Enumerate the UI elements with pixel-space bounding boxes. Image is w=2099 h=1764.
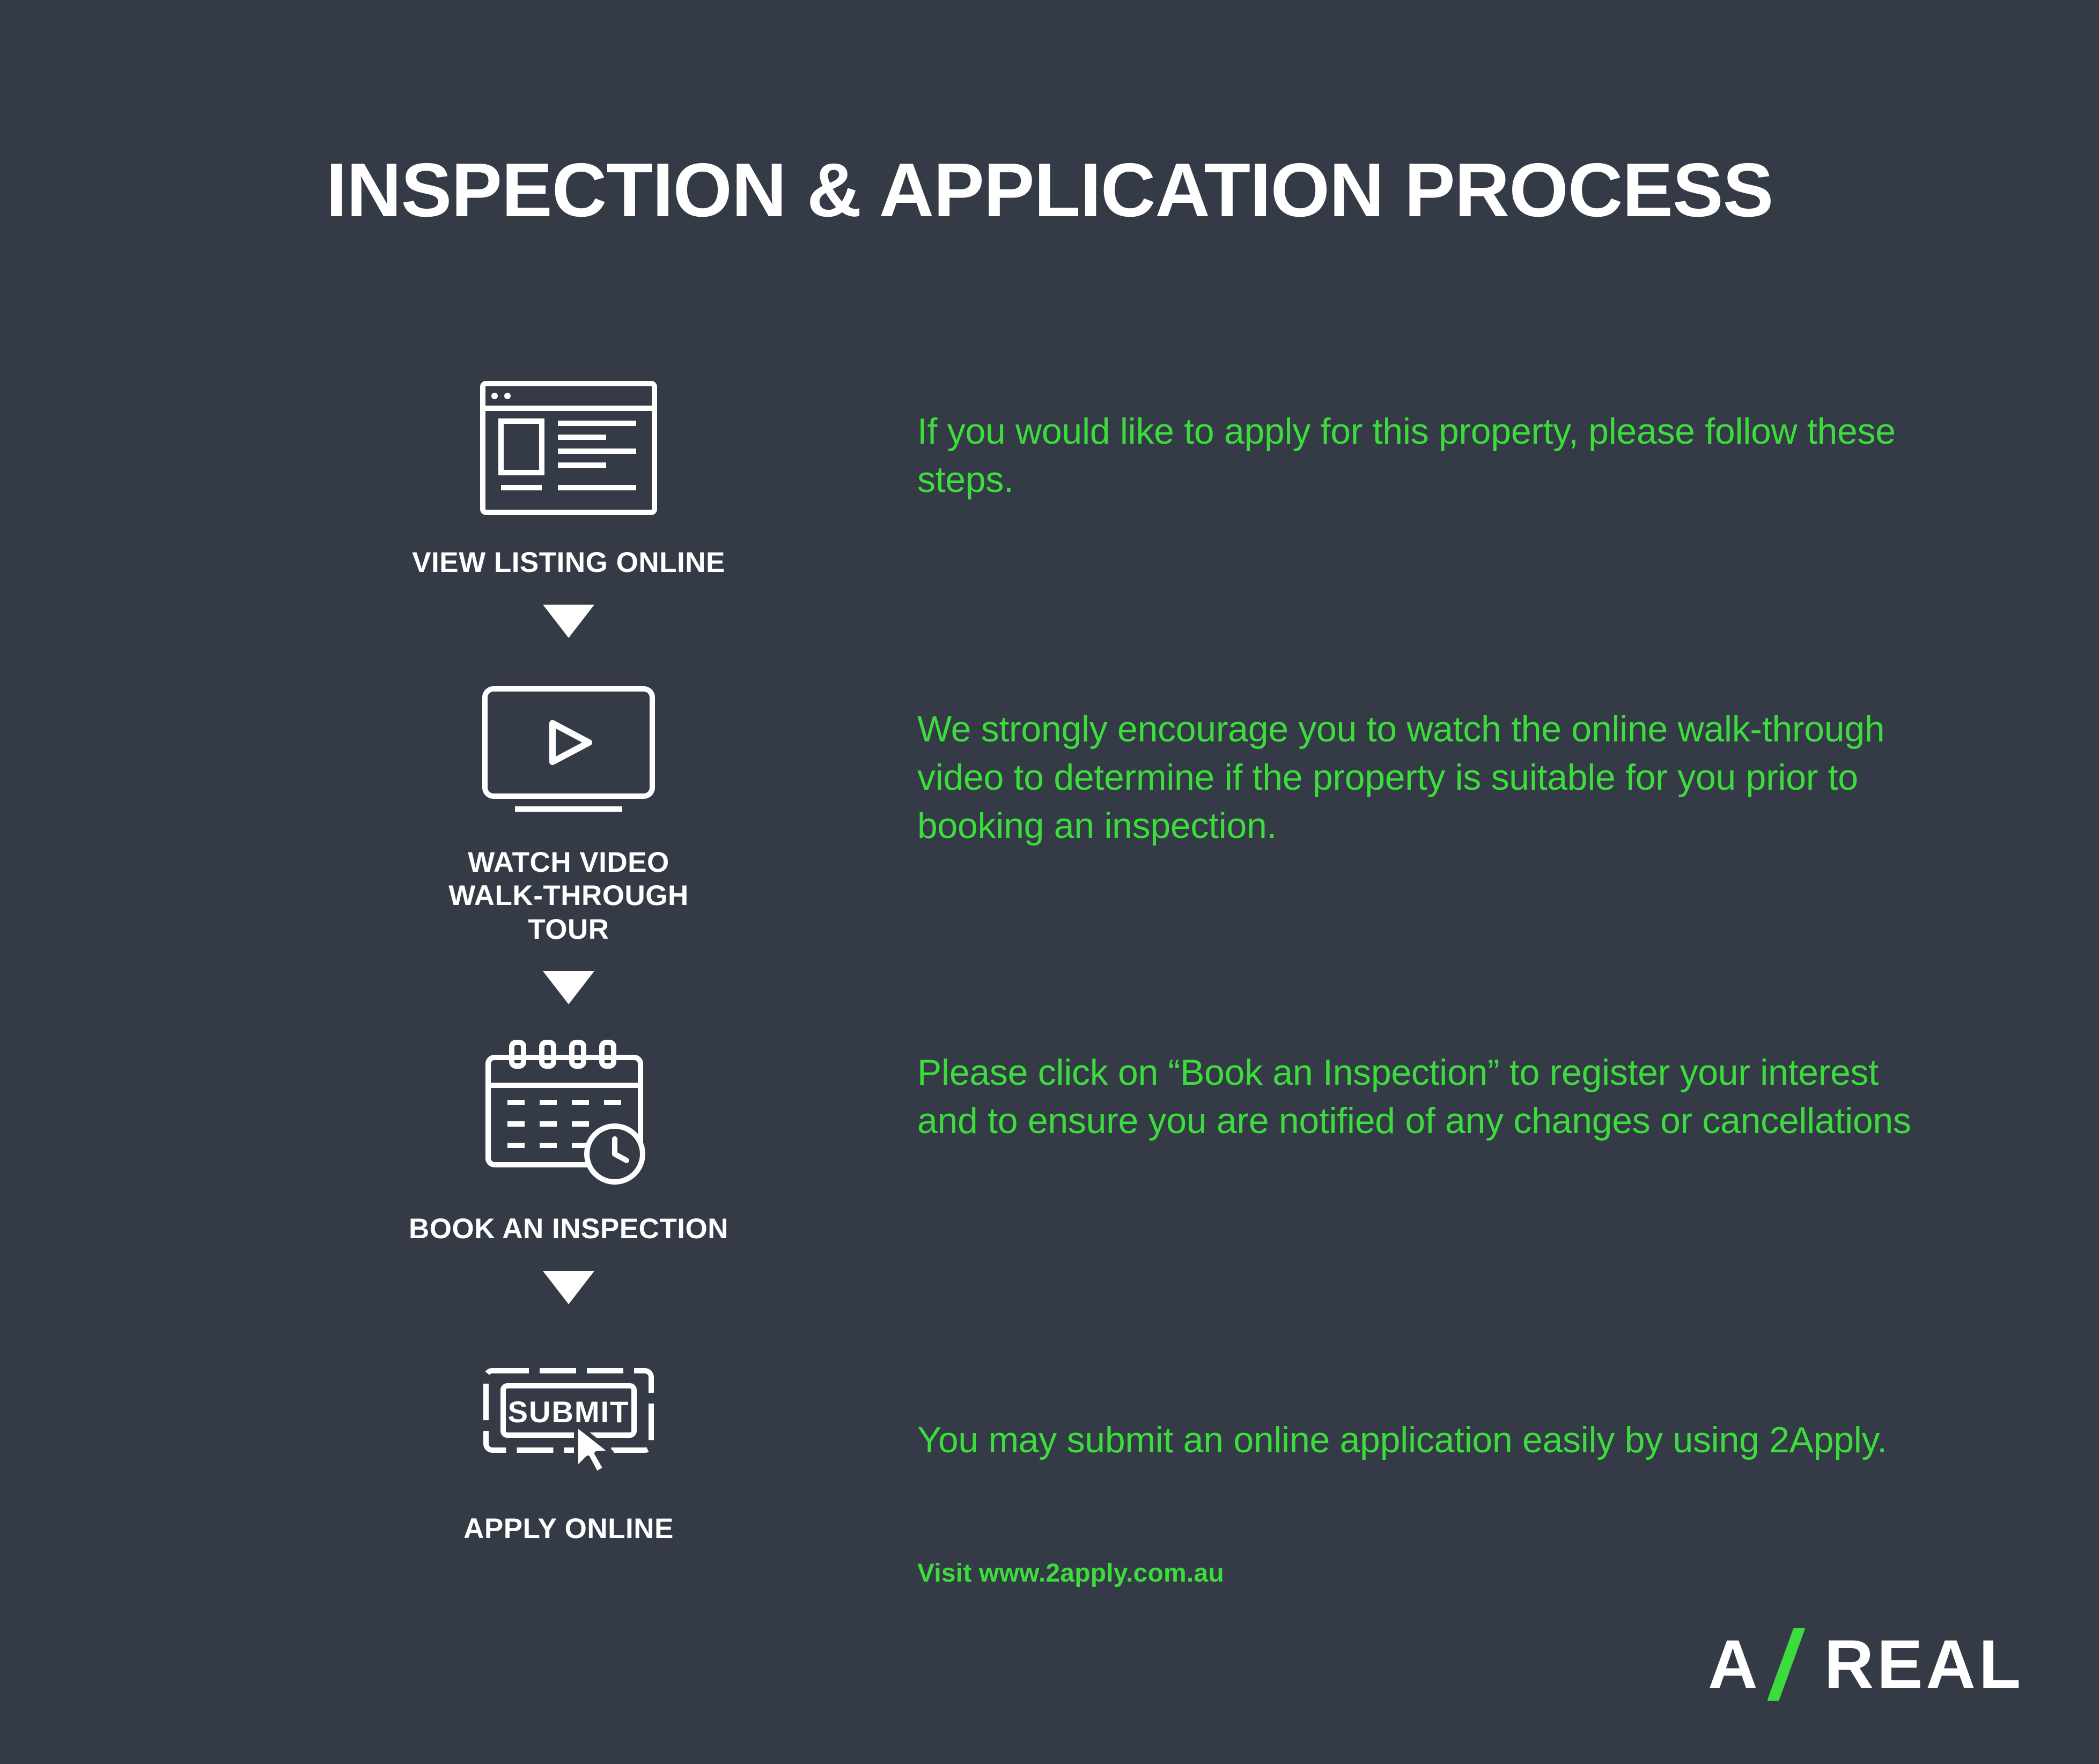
calendar-clock-icon [477, 1026, 660, 1203]
svg-text:SUBMIT: SUBMIT [507, 1394, 630, 1429]
logo-word-real: REAL [1824, 1626, 2024, 1703]
triangle-down-arrow-icon [543, 971, 594, 1004]
logo-slash-icon [1762, 1630, 1821, 1700]
step-label-line2: WALK-THROUGH TOUR [448, 880, 689, 945]
blurb-watch-video: We strongly encourage you to watch the online walk-through video to determine if the property is suitable for you prior to booking an inspection. [917, 709, 1885, 846]
step-label-line1: WATCH VIDEO [468, 846, 669, 878]
blurb-book-inspection: Please click on “Book an Inspection” to register your interest and to ensure you are notified of any changes or cancellations [917, 1052, 1911, 1141]
browser-listing-icon [477, 359, 660, 536]
step-book-inspection [408, 1026, 730, 1246]
video-play-icon [477, 659, 660, 836]
triangle-down-arrow-icon [543, 1271, 594, 1304]
blurb-view-listing: If you would like to apply for this property, please follow these steps. [917, 411, 1896, 500]
visit-link[interactable]: Visit www.2apply.com.au [917, 1559, 1224, 1587]
blurb-apply-online: You may submit an online application easily by using 2Apply. [917, 1420, 1887, 1460]
triangle-down-arrow-icon [543, 605, 594, 638]
step-watch-video [408, 659, 730, 947]
submit-button-cursor-icon [477, 1326, 660, 1503]
step-label-book-inspection: BOOK AN INSPECTION [409, 1213, 728, 1245]
step-label-view-listing: VIEW LISTING ONLINE [412, 547, 725, 578]
step-apply-online [408, 1326, 730, 1546]
brand-logo [1708, 1625, 2024, 1705]
step-view-listing [408, 359, 730, 580]
step-label-apply-online: APPLY ONLINE [463, 1512, 674, 1545]
step-label-watch-video [408, 846, 730, 947]
logo-letter-a: A [1708, 1626, 1759, 1703]
page-title: INSPECTION & APPLICATION PROCESS [326, 148, 1773, 233]
process-flow [408, 359, 730, 1546]
